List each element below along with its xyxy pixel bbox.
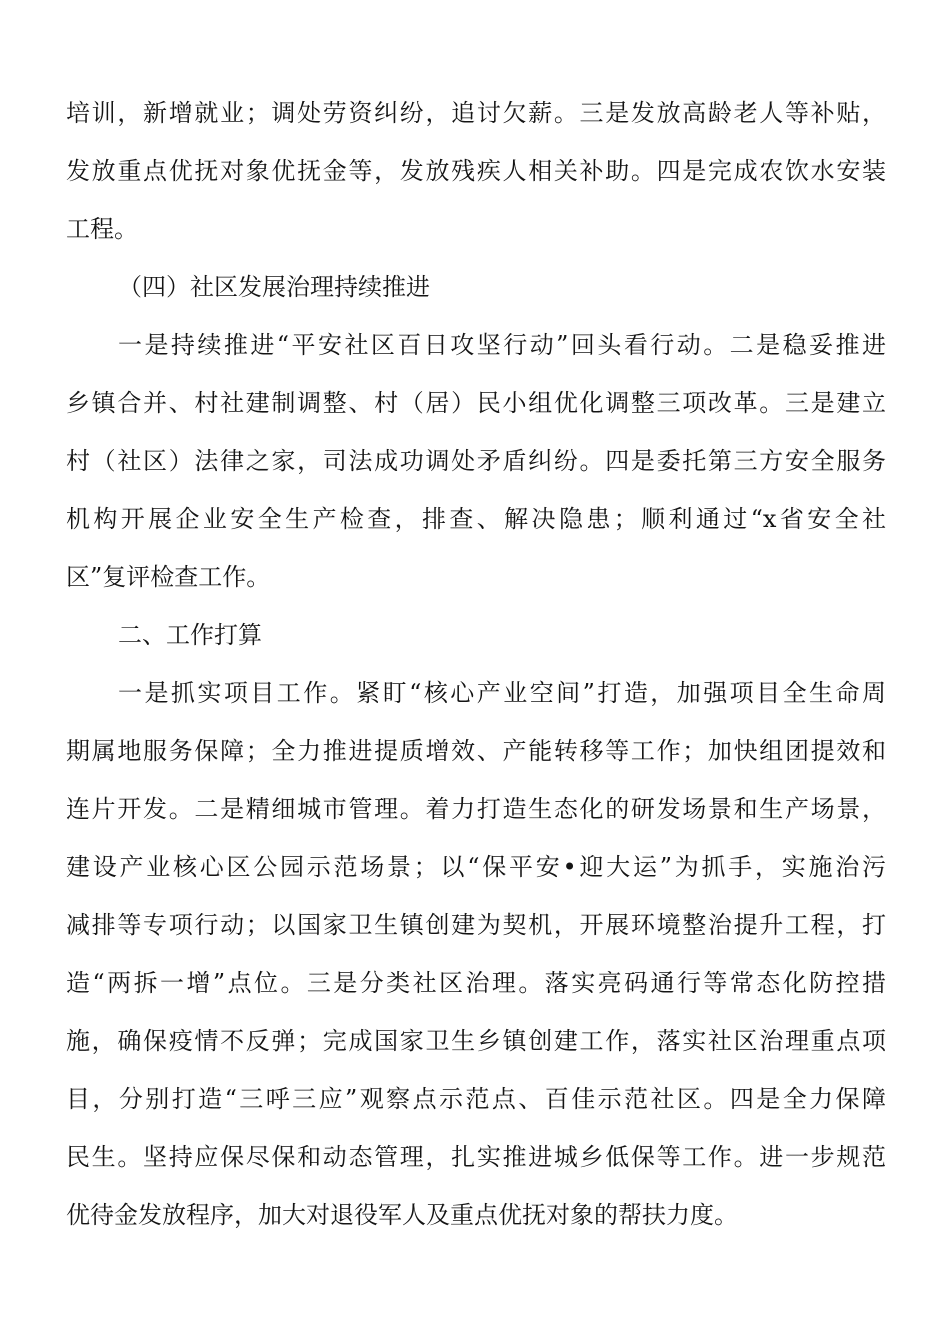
paragraph-line: 期属地服务保障；全力推进提质增效、产能转移等工作；加快组团提效和 xyxy=(66,737,886,765)
paragraph-line: 发放重点优抚对象优抚金等，发放残疾人相关补助。四是完成农饮水安装 xyxy=(66,157,886,185)
paragraph-line: 施，确保疫情不反弹；完成国家卫生乡镇创建工作，落实社区治理重点项 xyxy=(66,1027,886,1055)
paragraph-line: 区”复评检查工作。 xyxy=(66,563,271,591)
paragraph-line: 目，分别打造“三呼三应”观察点示范点、百佳示范社区。四是全力保障 xyxy=(66,1085,886,1113)
paragraph-line: 培训，新增就业；调处劳资纠纷，追讨欠薪。三是发放高龄老人等补贴， xyxy=(66,99,886,127)
paragraph-line: 村（社区）法律之家，司法成功调处矛盾纠纷。四是委托第三方安全服务 xyxy=(66,447,886,475)
paragraph-line: 民生。坚持应保尽保和动态管理，扎实推进城乡低保等工作。进一步规范 xyxy=(66,1143,886,1171)
paragraph-line: 减排等专项行动；以国家卫生镇创建为契机，开展环境整治提升工程，打 xyxy=(66,911,886,939)
paragraph-line: 造“两拆一增”点位。三是分类社区治理。落实亮码通行等常态化防控措 xyxy=(66,969,886,997)
paragraph-line: 机构开展企业安全生产检查，排查、解决隐患；顺利通过“x省安全社 xyxy=(66,505,886,533)
paragraph-line: 乡镇合并、村社建制调整、村（居）民小组优化调整三项改革。三是建立 xyxy=(66,389,886,417)
paragraph-line: 建设产业核心区公园示范场景；以“保平安•迎大运”为抓手，实施治污 xyxy=(66,853,886,881)
paragraph-line: 一是抓实项目工作。紧盯“核心产业空间”打造，加强项目全生命周 xyxy=(118,679,886,707)
paragraph-line: 一是持续推进“平安社区百日攻坚行动”回头看行动。二是稳妥推进 xyxy=(118,331,886,359)
paragraph-line: 优待金发放程序，加大对退役军人及重点优抚对象的帮扶力度。 xyxy=(66,1201,738,1229)
section-heading: 二、工作打算 xyxy=(118,621,262,649)
section-heading: （四）社区发展治理持续推进 xyxy=(118,273,430,301)
paragraph-line: 工程。 xyxy=(66,215,138,243)
paragraph-line: 连片开发。二是精细城市管理。着力打造生态化的研发场景和生产场景， xyxy=(66,795,886,823)
